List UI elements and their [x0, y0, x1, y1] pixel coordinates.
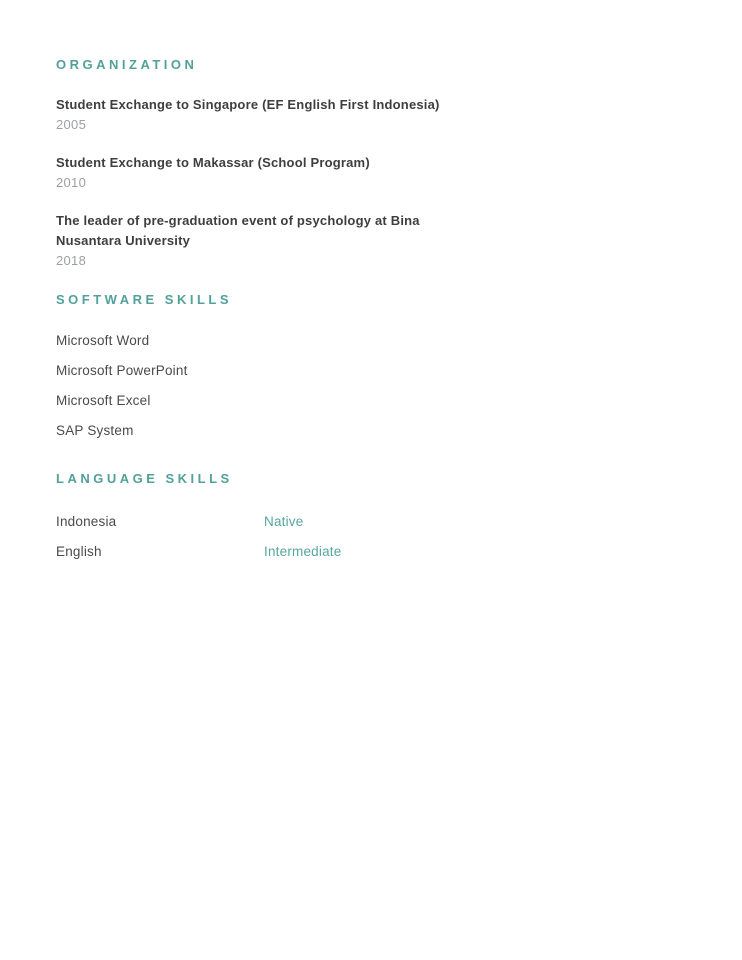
software-skill-item: SAP System [56, 423, 134, 438]
section-language-skills [56, 472, 702, 560]
language-level: Intermediate [264, 544, 342, 559]
language-skills-heading: LANGUAGE SKILLS [56, 471, 233, 486]
organization-item-year: 2018 [56, 253, 87, 268]
organization-item [56, 95, 702, 133]
language-row [56, 543, 702, 560]
organization-item-title: Student Exchange to Makassar (School Program) [56, 155, 370, 170]
software-skills-heading: SOFTWARE SKILLS [56, 292, 232, 307]
language-name: English [56, 544, 102, 559]
software-skill-item: Microsoft Word [56, 333, 150, 348]
language-name: Indonesia [56, 514, 117, 529]
organization-heading: ORGANIZATION [56, 57, 198, 72]
organization-item-year: 2010 [56, 175, 87, 190]
organization-item [56, 211, 702, 269]
section-software-skills [56, 293, 702, 439]
software-skill-item: Microsoft Excel [56, 393, 151, 408]
software-skill-item: Microsoft PowerPoint [56, 363, 188, 378]
section-organization [56, 58, 702, 269]
organization-item [56, 153, 702, 191]
organization-item-title: The leader of pre-graduation event of psychology at Bina Nusantara University [56, 213, 420, 248]
organization-item-year: 2005 [56, 117, 87, 132]
organization-item-title: Student Exchange to Singapore (EF English First Indonesia) [56, 97, 440, 112]
language-row [56, 513, 702, 530]
language-level: Native [264, 514, 304, 529]
